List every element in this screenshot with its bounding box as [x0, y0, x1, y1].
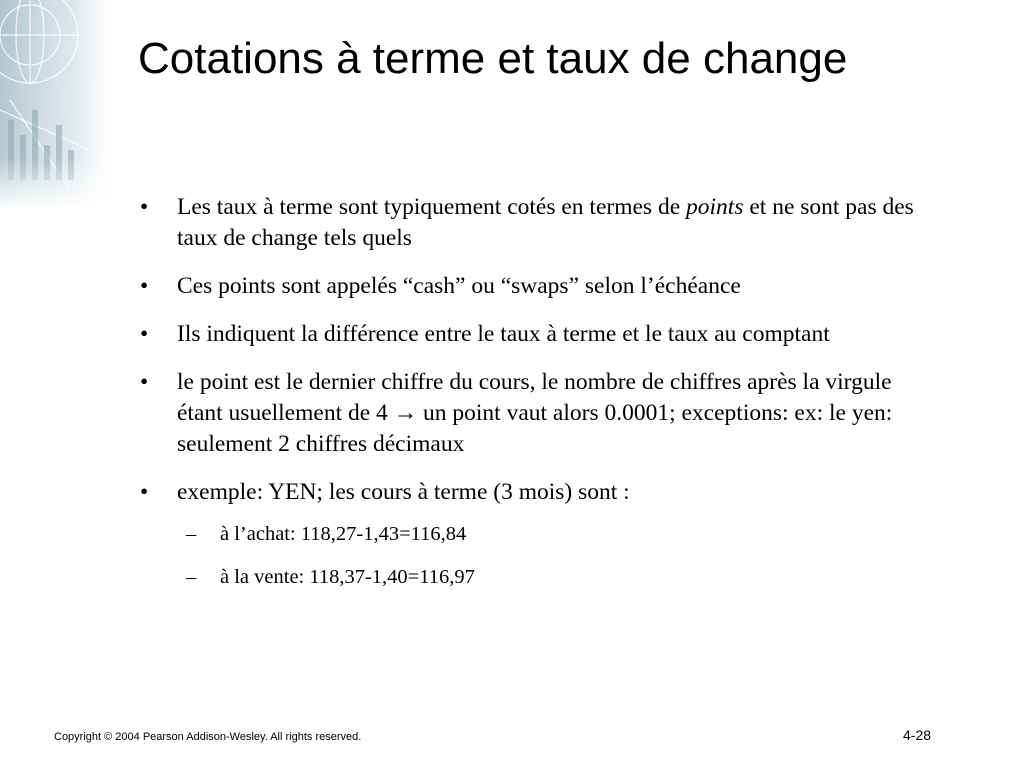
sub-bullet-text: à l’achat: 118,27-1,43=116,84 — [220, 523, 467, 545]
bullet-list — [140, 192, 940, 609]
bullet-item — [140, 367, 940, 460]
sub-bullet-marker: – — [186, 523, 197, 545]
bullet-marker: • — [140, 369, 149, 395]
bullet-text: exemple: YEN; les cours à terme (3 mois) sont : — [177, 479, 630, 505]
bullet-marker: • — [140, 194, 149, 220]
bullet-marker: • — [140, 479, 149, 505]
bullet-marker: • — [140, 321, 149, 347]
bullet-item — [140, 477, 940, 592]
bullet-text: Les taux à terme sont typiquement cotés en termes de — [177, 194, 687, 220]
bullet-text: Ils indiquent la différence entre le taux à terme et le taux au comptant — [177, 321, 830, 347]
footer-copyright: Copyright © 2004 Pearson Addison-Wesley. All rights reserved. — [54, 731, 362, 743]
bullet-text: Ces points sont appelés “cash” ou “swaps” selon l’échéance — [177, 273, 741, 299]
bullet-item — [140, 271, 940, 302]
bullet-text: et ne sont pas des taux de change tels quels — [177, 194, 914, 251]
emphasis-text: points — [686, 194, 744, 220]
bullet-text: le point est le dernier chiffre du cours, le nombre de chiffres après la virgule étant usuellement de 4 → un point vaut alors 0.0001; exceptions: ex: le yen: seulement 2 chiffres décimaux — [177, 369, 893, 457]
bullet-marker: • — [140, 273, 149, 299]
bullet-item — [140, 192, 940, 254]
sub-bullet-item — [186, 519, 940, 549]
bullet-item — [140, 319, 940, 350]
sub-bullet-item — [186, 562, 940, 592]
sub-bullet-list — [177, 519, 940, 592]
sub-bullet-marker: – — [186, 566, 197, 588]
slide-title: Cotations à terme et taux de change — [138, 34, 848, 83]
slide-number: 4-28 — [903, 727, 932, 743]
decorative-corner-image — [0, 0, 125, 210]
sub-bullet-text: à la vente: 118,37-1,40=116,97 — [220, 566, 475, 588]
